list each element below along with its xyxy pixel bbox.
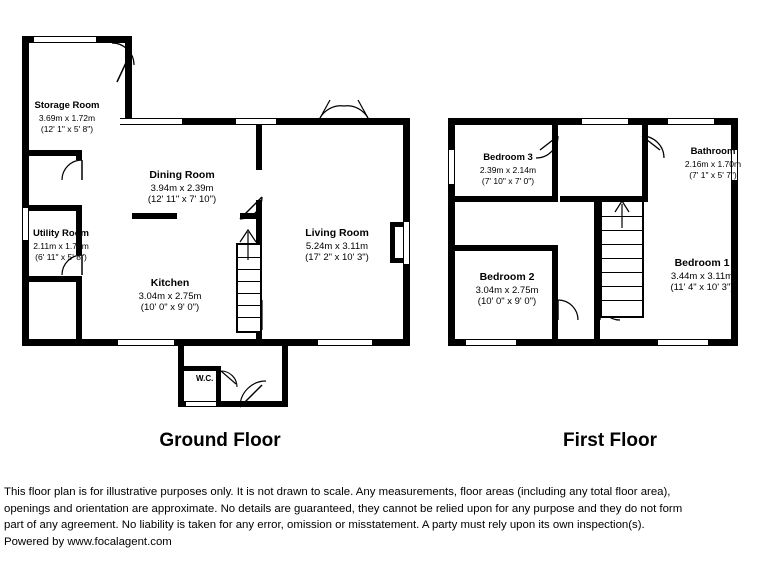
door-arcs <box>430 0 768 470</box>
room-metric: 2.16m x 1.70m <box>684 158 742 169</box>
room-imperial: (12' 1" x 5' 8") <box>40 124 94 134</box>
room-name: Bathroom <box>690 146 736 157</box>
room-name: Bedroom 1 <box>674 257 730 269</box>
room-metric: 5.24m x 3.11m <box>305 240 369 252</box>
room-label-kitchen <box>110 278 230 314</box>
disclaimer-line-4: Powered by www.focalagent.com <box>4 535 172 548</box>
first-floor-plan <box>430 0 768 470</box>
room-metric: 2.11m x 1.72m <box>33 240 89 251</box>
room-metric: 3.04m x 2.75m <box>475 284 539 296</box>
room-name: Living Room <box>305 227 369 239</box>
room-label-storage-room <box>22 100 112 136</box>
disclaimer-line-3: part of any agreement. No liability is taken for any error, omission or misstatement. A party must rely upon its own inspection(s). <box>4 519 645 531</box>
room-label-bathroom <box>660 146 766 182</box>
first-floor-title: First Floor <box>563 430 657 451</box>
room-metric: 3.44m x 3.11m <box>670 270 734 282</box>
room-imperial: (10' 0" x 9' 0") <box>140 302 200 313</box>
disclaimer-line-1: This floor plan is for illustrative purposes only. It is not drawn to scale. Any measurements, floor areas (including any total floor area), <box>4 486 671 498</box>
room-imperial: (10' 0" x 9' 0") <box>477 296 537 307</box>
room-name: Bedroom 3 <box>483 152 533 163</box>
room-label-bedroom-3 <box>456 152 560 188</box>
ground-floor-title: Ground Floor <box>159 430 281 451</box>
room-imperial: (12' 11" x 7' 10") <box>147 194 217 205</box>
annotation-hall: Hall <box>236 338 254 349</box>
disclaimer-text <box>4 484 764 550</box>
annotation-wc: W.C. <box>196 374 214 383</box>
room-imperial: (17' 2" x 10' 3") <box>305 252 369 263</box>
room-metric: 3.69m x 1.72m <box>38 112 96 123</box>
room-label-living-room <box>272 228 402 264</box>
room-metric: 3.94m x 2.39m <box>150 182 214 194</box>
room-metric: 2.39m x 2.14m <box>479 164 537 175</box>
room-metric: 3.04m x 2.75m <box>138 290 202 302</box>
room-imperial: (11' 4" x 10' 3") <box>670 282 734 293</box>
stairs-arrow-first <box>610 196 640 236</box>
ground-floor-plan <box>0 0 430 470</box>
room-imperial: (7' 10" x 7' 0") <box>481 176 535 186</box>
room-imperial: (7' 1" x 5' 7") <box>689 170 737 180</box>
room-name: Bedroom 2 <box>479 271 535 283</box>
disclaimer-line-2: openings and orientation are approximate. No details are guaranteed, they cannot be relied upon for any purpose and they do not form <box>4 502 683 515</box>
room-label-bedroom-1 <box>642 258 762 294</box>
room-label-dining-room <box>112 170 252 206</box>
room-name: Kitchen <box>150 277 190 289</box>
room-label-bedroom-2 <box>452 272 562 308</box>
stairs-arrow-ground <box>230 226 270 266</box>
room-imperial: (6' 11" x 5' 8") <box>35 252 87 262</box>
room-name: Dining Room <box>149 169 215 181</box>
room-name: Utility Room <box>33 228 89 239</box>
room-name: Storage Room <box>34 100 100 111</box>
room-label-utility-room <box>18 228 104 264</box>
